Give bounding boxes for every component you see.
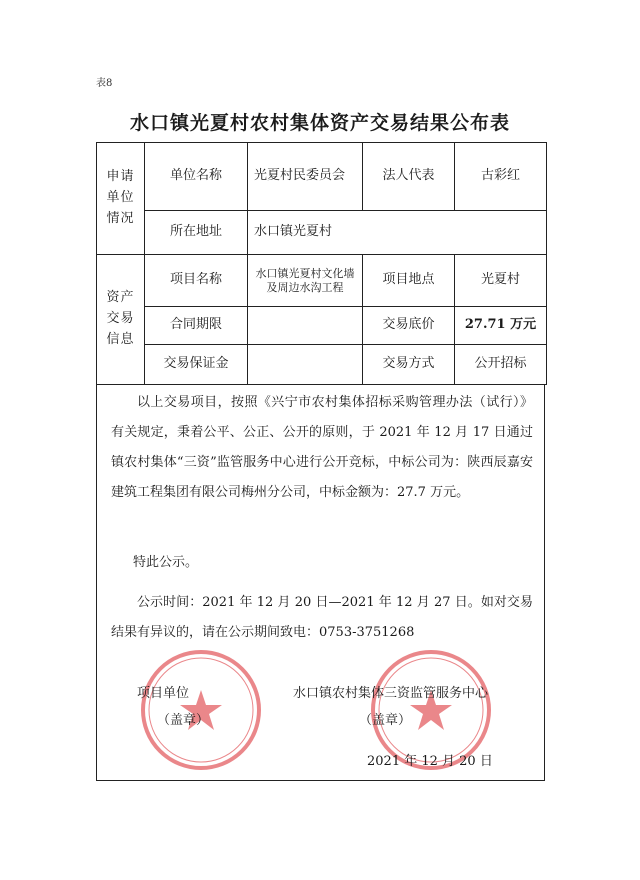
- center-name: 水口镇农村集体三资监管服务中心: [293, 686, 489, 701]
- legal-rep-value: 古彩红: [455, 143, 547, 211]
- method-label: 交易方式: [363, 345, 455, 385]
- deposit-value: [248, 345, 363, 385]
- announcement-period: 公示时间：2021 年 12 月 20 日—2021 年 12 月 27 日。如对交易结果有异议的，请在公示期间致电：0753-3751268: [111, 595, 533, 640]
- table-row: [97, 143, 547, 211]
- signature-date: 2021 年 12 月 20 日: [367, 754, 493, 769]
- contract-period-value: [248, 307, 363, 345]
- contract-period-label: 合同期限: [145, 307, 248, 345]
- method-value: 公开招标: [455, 345, 547, 385]
- reserve-price-value: 27.71 万元: [455, 307, 547, 345]
- unit-name-label: 单位名称: [145, 143, 248, 211]
- address-label: 所在地址: [145, 211, 248, 255]
- table-row: [97, 307, 547, 345]
- unit-name-value: 光夏村民委员会: [248, 143, 363, 211]
- legal-rep-label: 法人代表: [363, 143, 455, 211]
- right-seal-note: （盖章）: [359, 713, 412, 728]
- reserve-price-label: 交易底价: [363, 307, 455, 345]
- announcement-paragraph: 以上交易项目，按照《兴宁市农村集体招标采购管理办法（试行）》有关规定，秉着公平、公正、公开的原则，于 2021 年 12 月 17 日通过镇农村集体“三资”监管服务中心进行公开竞标，中标公司为：陕西辰嘉安建筑工程集团有限公司梅州分公司，中标金额为：27.7 万元。: [111, 395, 533, 500]
- project-location-value: 光夏村: [455, 255, 547, 307]
- document-title: 水口镇光夏村农村集体资产交易结果公布表: [129, 112, 510, 134]
- info-table: [96, 142, 547, 385]
- address-value: 水口镇光夏村: [248, 211, 547, 255]
- applicant-section-cell: 申请单位情况: [97, 143, 145, 255]
- table-row: [97, 345, 547, 385]
- left-seal-note: （盖章）: [157, 713, 210, 728]
- form-label: 表8: [96, 78, 113, 89]
- table-row: [97, 255, 547, 307]
- project-unit-label: 项目单位: [137, 686, 190, 701]
- deposit-label: 交易保证金: [145, 345, 248, 385]
- announcement-closing: 特此公示。: [133, 555, 199, 570]
- table-row: [97, 211, 547, 255]
- project-name-value: 水口镇光夏村文化墙及周边水沟工程: [248, 255, 363, 307]
- asset-section-cell: 资产交易信息: [97, 255, 145, 385]
- announcement-body: [96, 384, 545, 781]
- project-name-label: 项目名称: [145, 255, 248, 307]
- project-location-label: 项目地点: [363, 255, 455, 307]
